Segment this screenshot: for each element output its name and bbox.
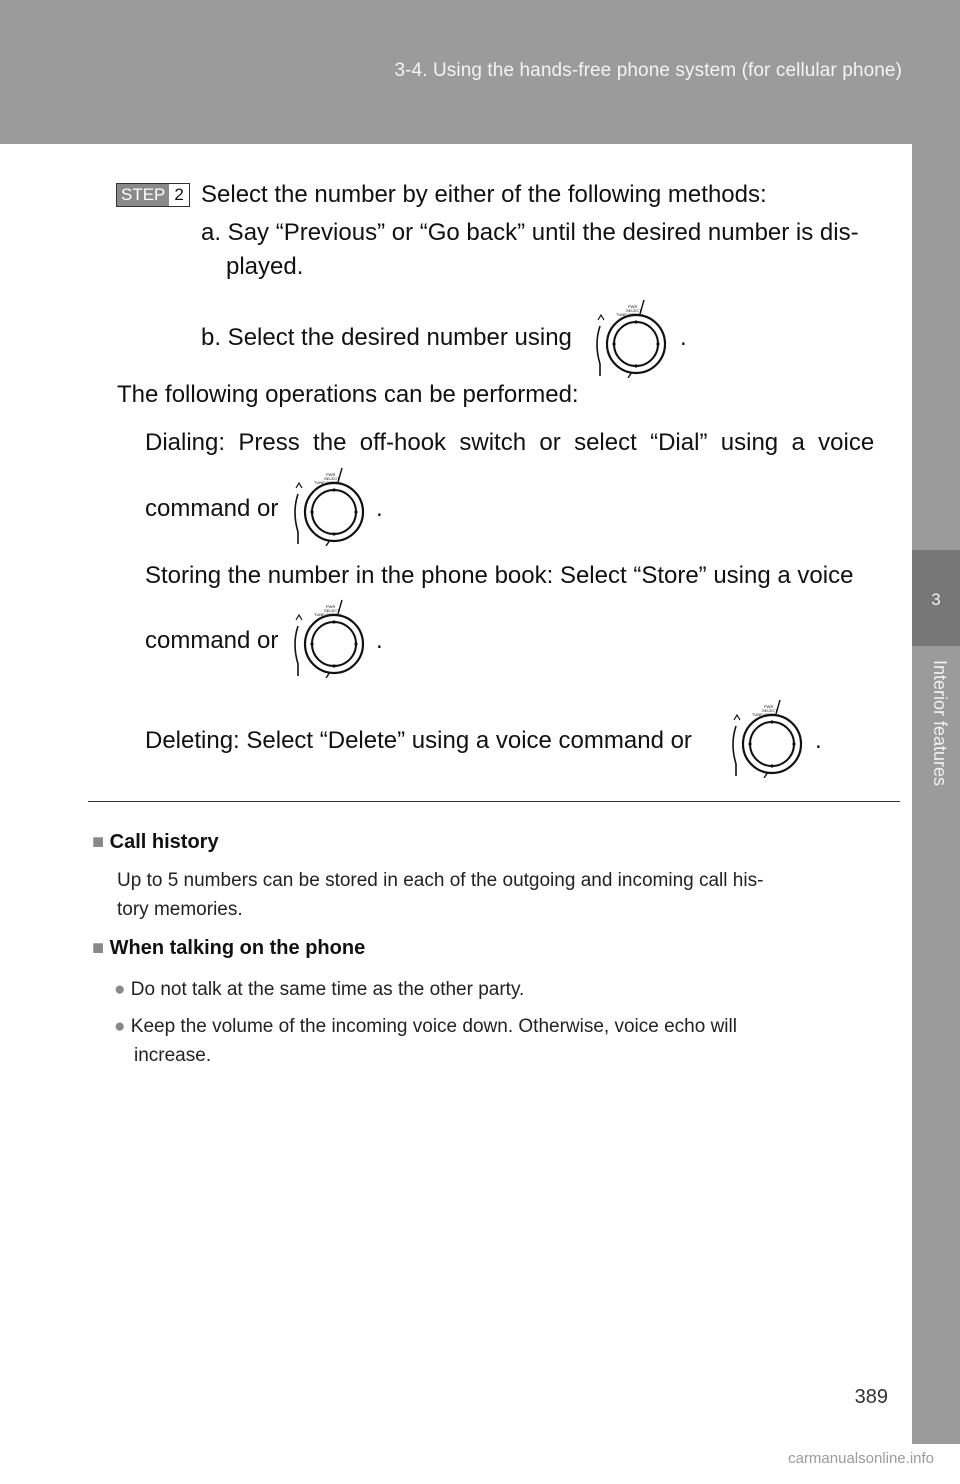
tune-dial-icon xyxy=(290,598,380,678)
period: . xyxy=(376,495,383,522)
svg-text:SELECT: SELECT xyxy=(324,608,340,613)
step-badge xyxy=(116,183,190,207)
page-number: 389 xyxy=(854,1386,888,1408)
svg-text:PWR: PWR xyxy=(326,604,336,609)
page-header xyxy=(0,0,960,144)
list-item-text: Keep the volume of the incoming voice down. Otherwise, voice echo will xyxy=(130,1016,737,1037)
footer-watermark: carmanualsonline.info xyxy=(788,1450,934,1467)
circle-bullet: ● xyxy=(114,979,126,1000)
call-history-line1: Up to 5 numbers can be stored in each of the outgoing and incoming call his- xyxy=(117,870,764,891)
step-label: STEP xyxy=(117,184,169,206)
circle-bullet: ● xyxy=(114,1016,126,1037)
list-item xyxy=(114,975,524,1004)
svg-text:TUNE·SCROLL: TUNE·SCROLL xyxy=(314,480,343,485)
note-heading-text: Call history xyxy=(109,831,219,853)
period: . xyxy=(815,727,822,754)
operations-intro: The following operations can be performed: xyxy=(117,381,579,408)
tune-dial-icon xyxy=(592,298,682,378)
option-a-line1: a. Say “Previous” or “Go back” until the desired number is dis- xyxy=(201,219,859,246)
svg-text:PWR: PWR xyxy=(764,704,774,709)
svg-text:SELECT: SELECT xyxy=(324,476,340,481)
svg-text:SELECT: SELECT xyxy=(762,708,778,713)
svg-text:TUNE·SCROLL: TUNE·SCROLL xyxy=(314,612,343,617)
deleting: Deleting: Select “Delete” using a voice command or xyxy=(145,727,692,754)
list-item-text: Do not talk at the same time as the other party. xyxy=(130,979,525,1000)
dialing-line2: command or xyxy=(145,495,279,522)
list-item xyxy=(114,1012,737,1041)
period: . xyxy=(376,627,383,654)
section-title: 3-4. Using the hands-free phone system (for cellular phone) xyxy=(394,60,902,81)
svg-text:TUNE·SCROLL: TUNE·SCROLL xyxy=(616,312,645,317)
chapter-number: 3 xyxy=(931,590,941,609)
dialing-line1: Dialing: Press the off-hook switch or select “Dial” using a voice xyxy=(145,429,875,456)
step-number: 2 xyxy=(174,185,184,204)
list-item-continued: increase. xyxy=(134,1045,212,1066)
divider xyxy=(88,801,900,802)
period: . xyxy=(680,324,687,351)
svg-text:TUNE·SCROLL: TUNE·SCROLL xyxy=(752,712,781,717)
tune-dial-icon xyxy=(728,698,818,778)
tune-dial-icon xyxy=(290,466,380,546)
square-bullet: ■ xyxy=(92,937,105,959)
note-heading-call-history xyxy=(92,829,219,855)
svg-text:PWR: PWR xyxy=(326,472,336,477)
note-heading-talking xyxy=(92,935,365,961)
svg-text:SELECT: SELECT xyxy=(626,308,642,313)
storing-line2: command or xyxy=(145,627,279,654)
step-text: Select the number by either of the following methods: xyxy=(201,181,767,208)
option-b: b. Select the desired number using xyxy=(201,324,572,351)
square-bullet: ■ xyxy=(92,831,105,853)
chapter-label: Interior features xyxy=(930,660,950,787)
option-a-line2: played. xyxy=(226,253,304,280)
note-heading-text: When talking on the phone xyxy=(109,937,366,959)
call-history-line2: tory memories. xyxy=(117,899,243,920)
storing-line1: Storing the number in the phone book: Select “Store” using a voice xyxy=(145,562,854,589)
svg-text:PWR: PWR xyxy=(628,304,638,309)
